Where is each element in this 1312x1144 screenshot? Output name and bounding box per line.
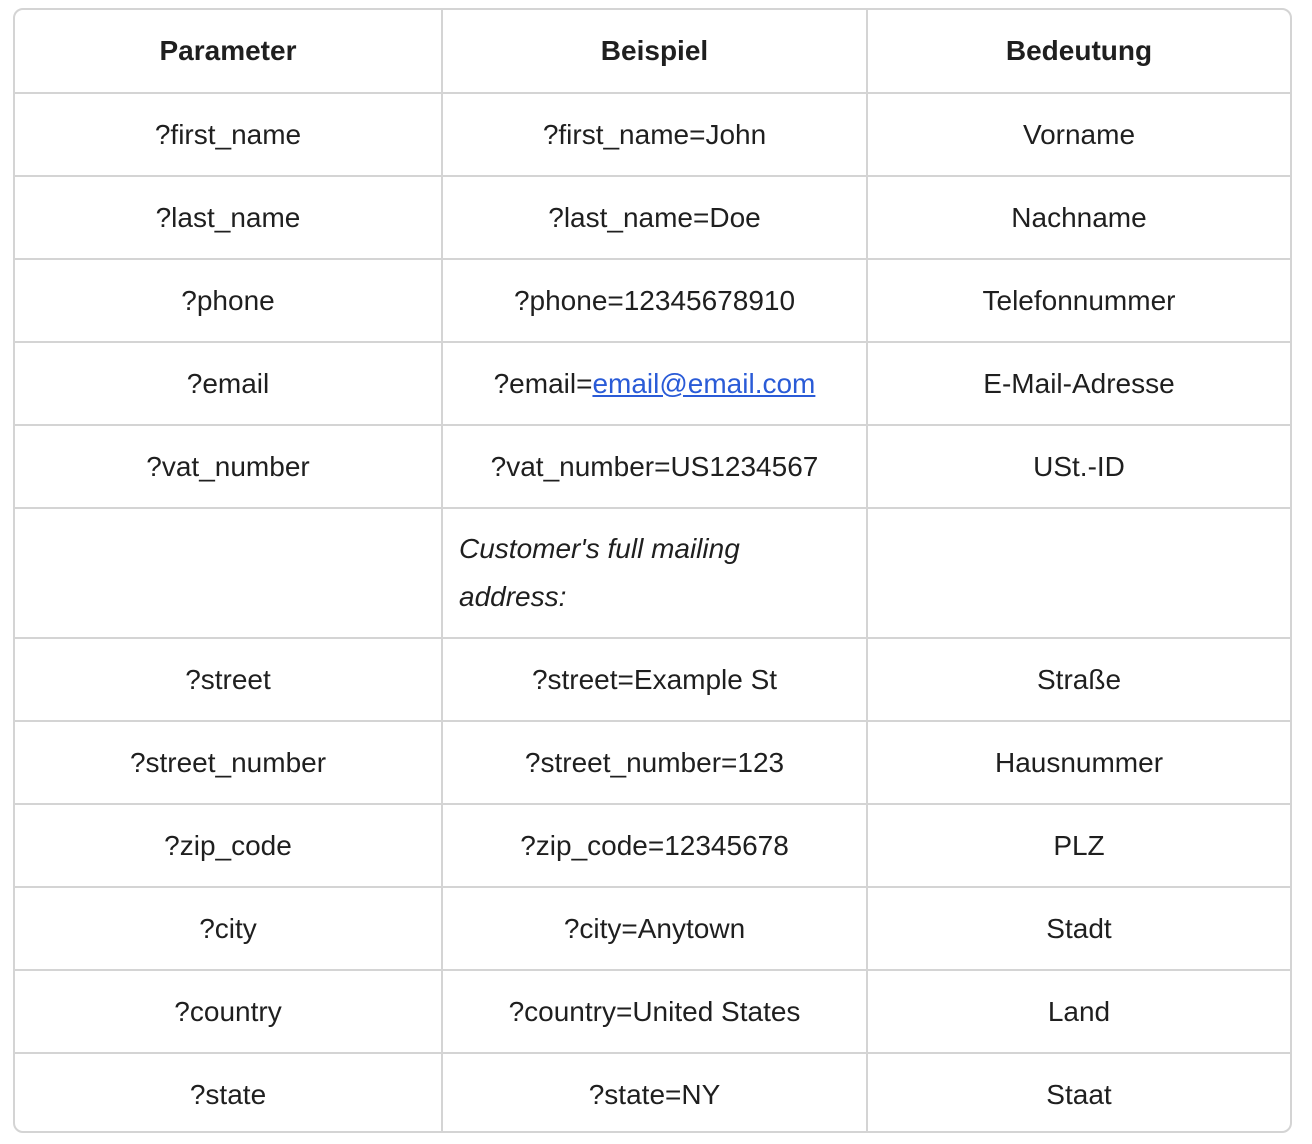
cell-example: ?city=Anytown — [442, 887, 867, 970]
header-meaning: Bedeutung — [867, 10, 1290, 93]
cell-meaning: PLZ — [867, 804, 1290, 887]
table-row — [15, 1053, 1290, 1133]
cell-meaning: Nachname — [867, 176, 1290, 259]
table-row — [15, 425, 1290, 508]
table-row — [15, 804, 1290, 887]
table-row — [15, 342, 1290, 425]
cell-example: ?street_number=123 — [442, 721, 867, 804]
cell-parameter: ?first_name — [15, 93, 442, 176]
cell-parameter: ?zip_code — [15, 804, 442, 887]
cell-example: ?phone=12345678910 — [442, 259, 867, 342]
cell-parameter: ?street_number — [15, 721, 442, 804]
cell-example: ?last_name=Doe — [442, 176, 867, 259]
table-row — [15, 887, 1290, 970]
cell-parameter: ?phone — [15, 259, 442, 342]
cell-meaning: Vorname — [867, 93, 1290, 176]
table-row — [15, 638, 1290, 721]
cell-parameter: ?email — [15, 342, 442, 425]
table-row — [15, 259, 1290, 342]
cell-example: ?state=NY — [442, 1053, 867, 1133]
cell-parameter: ?state — [15, 1053, 442, 1133]
cell-parameter: ?last_name — [15, 176, 442, 259]
cell-meaning: USt.-ID — [867, 425, 1290, 508]
header-example: Beispiel — [442, 10, 867, 93]
table-row — [15, 721, 1290, 804]
cell-meaning: Stadt — [867, 887, 1290, 970]
cell-example — [442, 342, 867, 425]
cell-meaning: E-Mail-Adresse — [867, 342, 1290, 425]
cell-parameter: ?street — [15, 638, 442, 721]
table-row — [15, 176, 1290, 259]
address-note: Customer's full mailing address: — [442, 508, 867, 638]
cell-meaning: Telefonnummer — [867, 259, 1290, 342]
email-link[interactable]: email@email.com — [592, 367, 816, 399]
cell-example: ?street=Example St — [442, 638, 867, 721]
cell-meaning: Straße — [867, 638, 1290, 721]
cell-parameter: ?vat_number — [15, 425, 442, 508]
cell-parameter: ?country — [15, 970, 442, 1053]
cell-example: ?first_name=John — [442, 93, 867, 176]
cell-example: ?zip_code=12345678 — [442, 804, 867, 887]
table-header-row — [15, 10, 1290, 93]
cell-parameter-empty — [15, 508, 442, 638]
cell-example: ?vat_number=US1234567 — [442, 425, 867, 508]
cell-meaning-empty — [867, 508, 1290, 638]
cell-example: ?country=United States — [442, 970, 867, 1053]
email-example-prefix: ?email= — [493, 367, 593, 399]
parameter-table-container — [13, 8, 1292, 1133]
cell-meaning: Land — [867, 970, 1290, 1053]
cell-parameter: ?city — [15, 887, 442, 970]
table-row — [15, 93, 1290, 176]
table-row-note — [15, 508, 1290, 638]
cell-meaning: Staat — [1046, 1079, 1112, 1110]
parameter-table — [15, 10, 1290, 1133]
header-parameter: Parameter — [15, 10, 442, 93]
cell-meaning: Hausnummer — [867, 721, 1290, 804]
table-row — [15, 970, 1290, 1053]
